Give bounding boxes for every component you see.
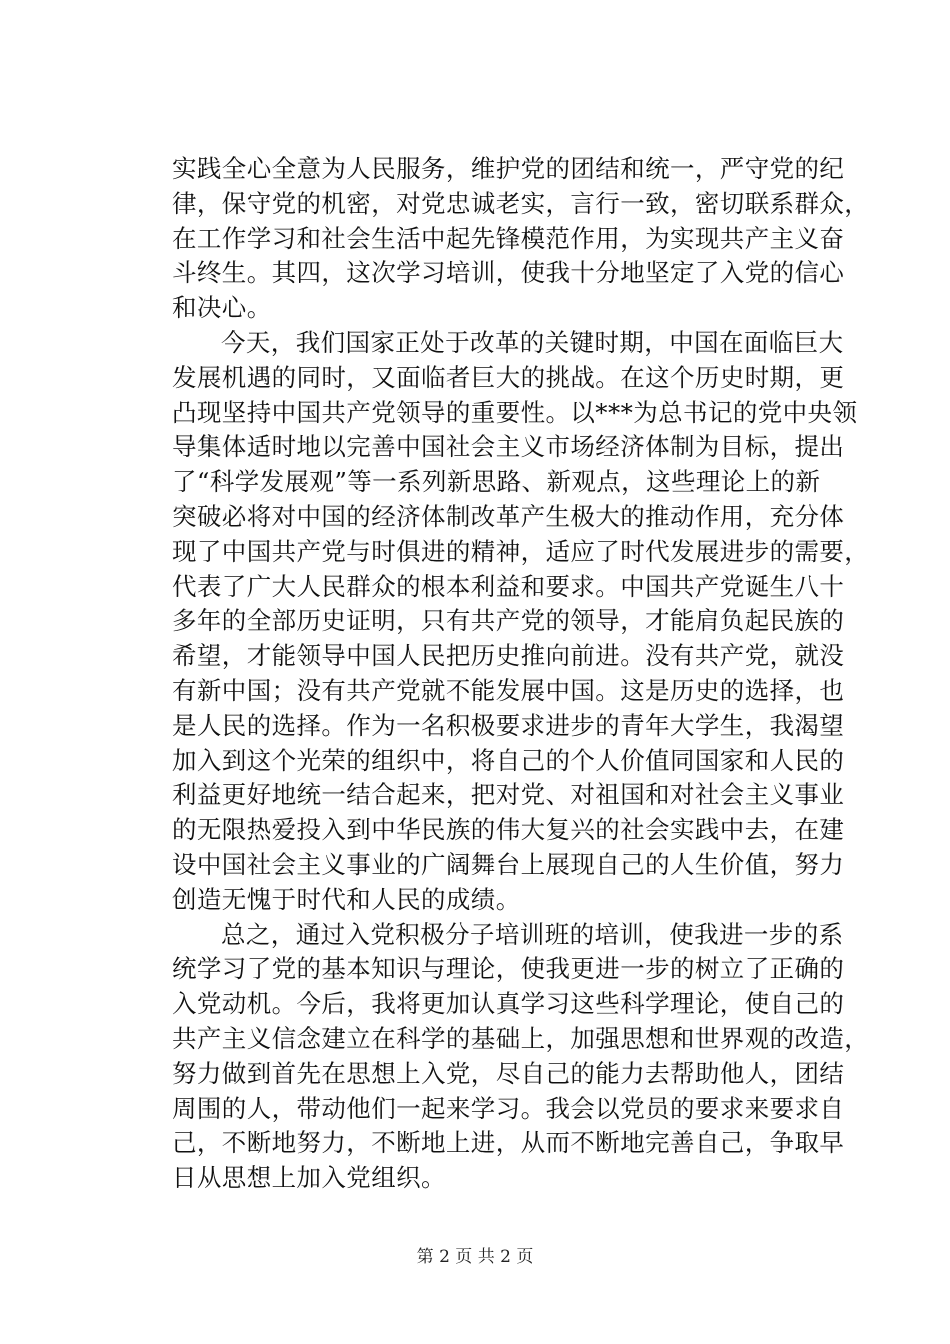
text-line: 今天，我们国家正处于改革的关键时期，中国在面临巨大 (221, 327, 844, 357)
text-line: 入党动机。今后，我将更加认真学习这些科学理论，使自己的 (172, 989, 845, 1019)
text-line: 在工作学习和社会生活中起先锋模范作用，为实现共产主义奋 (172, 223, 845, 253)
text-line: 和决心。 (172, 293, 272, 323)
text-line: 加入到这个光荣的组织中，将自己的个人价值同国家和人民的 (172, 745, 845, 775)
text-line: 总之，通过入党积极分子培训班的培训，使我进一步的系 (221, 919, 844, 949)
text-line: 共产主义信念建立在科学的基础上，加强思想和世界观的改造， (172, 1023, 870, 1053)
text-line: 利益更好地统一结合起来，把对党、对祖国和对社会主义事业 (172, 780, 845, 810)
page-number-footer: 第 2 页 共 2 页 (416, 1247, 534, 1267)
text-line: 实践全心全意为人民服务，维护党的团结和统一，严守党的纪 (172, 154, 845, 183)
text-line: 是人民的选择。作为一名积极要求进步的青年大学生，我渴望 (172, 710, 845, 740)
text-line: 了“科学发展观”等一系列新思路、新观点，这些理论上的新 (172, 467, 821, 497)
text-line: 希望，才能领导中国人民把历史推向前进。没有共产党，就没 (172, 641, 845, 671)
paragraph-2 (172, 326, 870, 918)
paragraph-3 (172, 918, 870, 1196)
text-line: 设中国社会主义事业的广阔舞台上展现自己的人生价值，努力 (172, 849, 845, 879)
text-line: 努力做到首先在思想上入党，尽自己的能力去帮助他人，团结 (172, 1058, 845, 1088)
text-line: 有新中国；没有共产党就不能发展中国。这是历史的选择，也 (172, 675, 845, 705)
text-line: 统学习了党的基本知识与理论，使我更进一步的树立了正确的 (172, 954, 845, 984)
text-line: 多年的全部历史证明，只有共产党的领导，才能肩负起民族的 (172, 606, 845, 636)
text-line: 现了中国共产党与时俱进的精神，适应了时代发展进步的需要， (172, 536, 870, 566)
text-line: 斗终生。其四，这次学习培训，使我十分地坚定了入党的信心 (172, 258, 845, 288)
text-line: 己，不断地努力，不断地上进，从而不断地完善自己，争取早 (172, 1128, 845, 1158)
text-line: 创造无愧于时代和人民的成绩。 (172, 884, 521, 914)
text-line: 发展机遇的同时，又面临者巨大的挑战。在这个历史时期，更 (172, 362, 845, 392)
text-line: 律，保守党的机密，对党忠诚老实，言行一致，密切联系群众， (172, 188, 870, 218)
text-line: 周围的人，带动他们一起来学习。我会以党员的要求来要求自 (172, 1093, 845, 1123)
text-line: 突破必将对中国的经济体制改革产生极大的推动作用，充分体 (172, 501, 845, 531)
text-line: 的无限热爱投入到中华民族的伟大复兴的社会实践中去，在建 (172, 815, 845, 845)
text-line: 日从思想上加入党组织。 (172, 1163, 446, 1193)
text-line: 凸现坚持中国共产党领导的重要性。以***为总书记的党中央领 (172, 397, 858, 427)
paragraph-1 (172, 152, 870, 326)
text-line: 代表了广大人民群众的根本利益和要求。中国共产党诞生八十 (172, 571, 845, 601)
text-line: 导集体适时地以完善中国社会主义市场经济体制为目标，提出 (172, 432, 845, 462)
document-body (172, 152, 870, 1196)
